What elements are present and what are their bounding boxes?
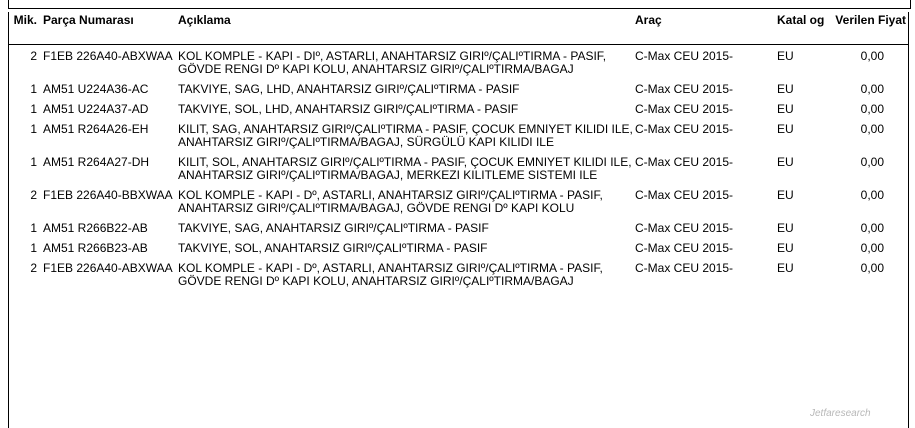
row-part-number: AM51 R264A27-DH <box>43 155 150 169</box>
row-vehicle: C-Max CEU 2015- <box>635 49 734 63</box>
parts-table <box>9 12 908 290</box>
row-qty: 1 <box>30 122 37 136</box>
row-part-number: AM51 R266B22-AB <box>43 221 148 235</box>
row-qty: 1 <box>30 102 37 116</box>
table-body <box>9 45 908 291</box>
row-part-number: F1EB 226A40-BBXWAA <box>43 188 173 202</box>
row-vehicle: C-Max CEU 2015- <box>635 82 734 96</box>
row-vehicle: C-Max CEU 2015- <box>635 155 734 169</box>
row-vehicle: C-Max CEU 2015- <box>635 261 734 275</box>
watermark-text: Jetfaresearch <box>810 408 871 419</box>
header-catalog-label: Katal og <box>777 13 825 27</box>
row-part-number: AM51 R266B23-AB <box>43 241 148 255</box>
header-frame <box>8 0 911 9</box>
row-qty: 1 <box>30 155 37 169</box>
row-description: TAKVIYE, SAG, ANAHTARSIZ GIRIº/ÇALIºTIRMA - PASIF <box>178 221 489 235</box>
row-vehicle: C-Max CEU 2015- <box>635 102 734 116</box>
header-vehicle: Araç <box>635 13 662 27</box>
row-description: TAKVIYE, SAG, LHD, ANAHTARSIZ GIRIº/ÇALIºTIRMA - PASIF <box>178 82 520 96</box>
row-catalog: EU <box>777 122 794 136</box>
header-description: Açıklama <box>178 13 231 27</box>
row-price: 0,00 <box>860 221 884 235</box>
table-row <box>9 78 908 98</box>
row-catalog: EU <box>777 82 794 96</box>
row-qty: 1 <box>30 221 37 235</box>
row-price: 0,00 <box>860 102 884 116</box>
row-part-number: AM51 R264A26-EH <box>43 122 149 136</box>
row-price: 0,00 <box>860 155 884 169</box>
header-price: Verilen Fiyat <box>835 13 906 27</box>
row-catalog: EU <box>777 241 794 255</box>
row-description: KOL KOMPLE - KAPI - Dº, ASTARLI, ANAHTARSIZ GIRIº/ÇALIºTIRMA - PASIF, ANAHTARSIZ GIRIº/ÇALIºTIRMA/BAGAJ, GÖVDE RENGI Dº KAPI KOLU <box>178 188 603 215</box>
row-qty: 2 <box>30 261 37 275</box>
row-catalog: EU <box>777 221 794 235</box>
row-description: KOL KOMPLE - KAPI - Dº, ASTARLI, ANAHTARSIZ GIRIº/ÇALIºTIRMA - PASIF, GÖVDE RENGI Dº KAPI KOLU, ANAHTARSIZ GIRIº/ÇALIºTIRMA/BAGAJ <box>178 261 603 288</box>
row-catalog: EU <box>777 261 794 275</box>
row-vehicle: C-Max CEU 2015- <box>635 188 734 202</box>
header-catalog <box>777 12 831 45</box>
row-price: 0,00 <box>860 241 884 255</box>
row-vehicle: C-Max CEU 2015- <box>635 122 734 136</box>
table-row <box>9 98 908 118</box>
row-catalog: EU <box>777 49 794 63</box>
row-part-number: F1EB 226A40-ABXWAA <box>43 261 173 275</box>
table-row <box>9 45 908 79</box>
row-description: TAKVIYE, SOL, LHD, ANAHTARSIZ GIRIº/ÇALIºTIRMA - PASIF <box>178 102 519 116</box>
row-price: 0,00 <box>860 188 884 202</box>
row-catalog: EU <box>777 102 794 116</box>
row-description: TAKVIYE, SOL, ANAHTARSIZ GIRIº/ÇALIºTIRMA - PASIF <box>178 241 488 255</box>
row-qty: 1 <box>30 82 37 96</box>
table-row <box>9 257 908 290</box>
header-part-number: Parça Numarası <box>43 13 134 27</box>
row-qty: 2 <box>30 188 37 202</box>
row-vehicle: C-Max CEU 2015- <box>635 241 734 255</box>
row-catalog: EU <box>777 188 794 202</box>
row-part-number: AM51 U224A37-AD <box>43 102 149 116</box>
row-part-number: AM51 U224A36-AC <box>43 82 149 96</box>
row-price: 0,00 <box>860 49 884 63</box>
row-description: KILIT, SAG, ANAHTARSIZ GIRIº/ÇALIºTIRMA - PASIF, ÇOCUK EMNIYET KILIDI ILE, ANAHTARSIZ GIRIº/ÇALIºTIRMA/BAGAJ, SÜRGÜLÜ KAPI KILIDI ILE <box>178 122 633 149</box>
row-price: 0,00 <box>860 82 884 96</box>
table-row <box>9 184 908 217</box>
row-qty: 2 <box>30 49 37 63</box>
row-part-number: F1EB 226A40-ABXWAA <box>43 49 173 63</box>
row-vehicle: C-Max CEU 2015- <box>635 221 734 235</box>
row-price: 0,00 <box>860 261 884 275</box>
table-row <box>9 118 908 151</box>
header-qty: Mik. <box>13 13 37 27</box>
table-row <box>9 217 908 237</box>
row-description: KOL KOMPLE - KAPI - DIº, ASTARLI, ANAHTARSIZ GIRIº/ÇALIºTIRMA - PASIF, GÖVDE RENGI Dº KAPI KOLU, ANAHTARSIZ GIRIº/ÇALIºTIRMA/BAGAJ <box>178 49 607 76</box>
table-row <box>9 237 908 257</box>
row-description: KILIT, SOL, ANAHTARSIZ GIRIº/ÇALIºTIRMA - PASIF, ÇOCUK EMNIYET KILIDI ILE, ANAHTARSIZ GIRIº/ÇALIºTIRMA/BAGAJ, MERKEZI KILITLEME SISTEMI ILE <box>178 155 632 182</box>
row-catalog: EU <box>777 155 794 169</box>
row-qty: 1 <box>30 241 37 255</box>
row-price: 0,00 <box>860 122 884 136</box>
table-row <box>9 151 908 184</box>
table-header-row <box>9 12 908 45</box>
right-border <box>908 12 909 428</box>
